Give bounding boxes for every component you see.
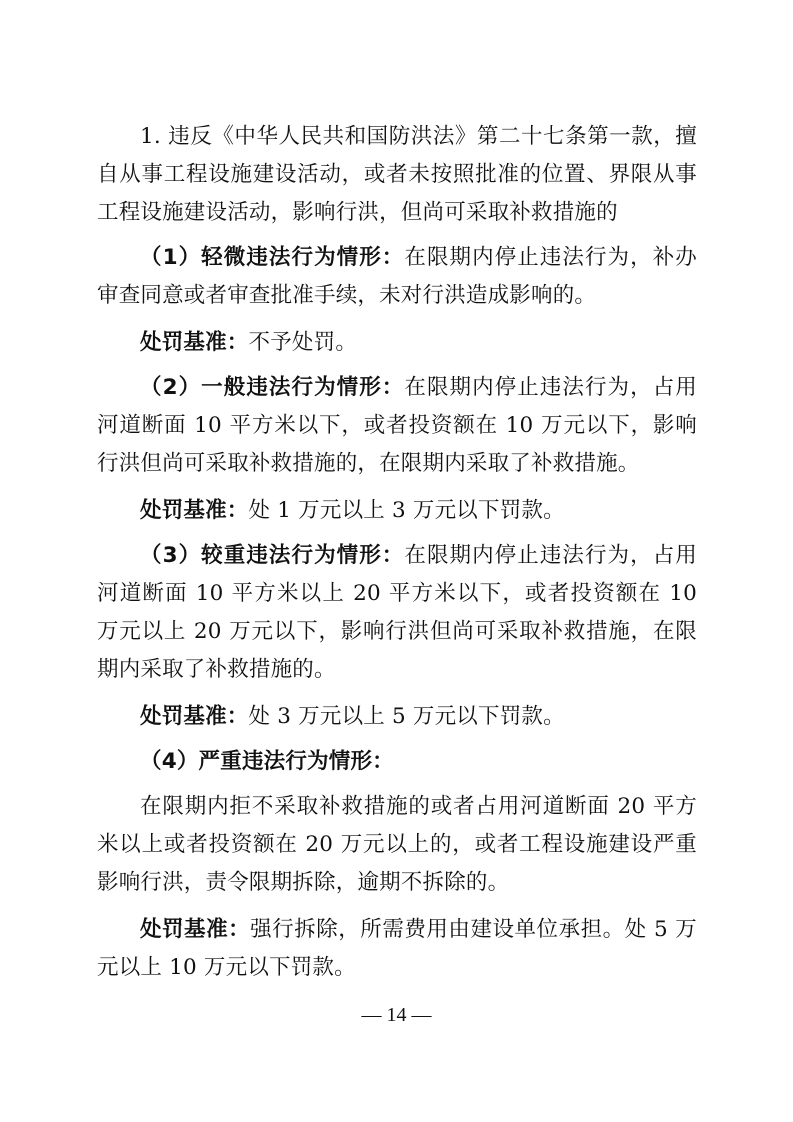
item-2-desc: 在限期内停止违法行为，占用河道断面 10 平方米以下，或者投资额在 10 万元以下，影响行洪但尚可采取补救措施的，在限期内采取了补救措施。 <box>97 375 697 476</box>
item-4-situation: 在限期内拒不采取补救措施的或者占用河道断面 20 平方米以上或者投资额在 20 万元以上的，或者工程设施建设严重影响行洪，责令限期拆除，逾期不拆除的。 <box>97 794 697 895</box>
item-1-penalty <box>97 324 697 362</box>
item-2-penalty-text: 处 1 万元以上 3 万元以下罚款。 <box>248 498 565 523</box>
item-1-situation <box>97 239 697 315</box>
item-4-penalty <box>97 911 697 987</box>
item-2-penalty <box>97 492 697 530</box>
item-3-situation <box>97 537 697 689</box>
intro-paragraph: 1. 违反《中华人民共和国防洪法》第二十七条第一款，擅自从事工程设施建设活动，或者未按照批准的位置、界限从事工程设施建设活动，影响行洪，但尚可采取补救措施的 <box>97 124 697 225</box>
item-2-label: （2）一般违法行为情形： <box>140 375 405 400</box>
item-1-penalty-label: 处罚基准： <box>140 330 249 355</box>
item-3-label: （3）较重违法行为情形： <box>140 543 405 568</box>
item-2-penalty-label: 处罚基准： <box>140 498 249 523</box>
item-3-penalty-label: 处罚基准： <box>140 704 249 729</box>
item-1-label: （1）轻微违法行为情形： <box>140 245 405 270</box>
item-3-penalty-text: 处 3 万元以上 5 万元以下罚款。 <box>248 704 565 729</box>
item-3-penalty <box>97 698 697 736</box>
item-4-penalty-label: 处罚基准： <box>140 917 251 942</box>
item-4-penalty-text: 强行拆除，所需费用由建设单位承担。处 5 万元以上 10 万元以下罚款。 <box>97 917 697 980</box>
document-body <box>97 118 697 994</box>
item-4-heading <box>97 743 697 781</box>
item-3-desc: 在限期内停止违法行为，占用河道断面 10 平方米以上 20 平方米以下，或者投资额在 10 万元以上 20 万元以下，影响行洪但尚可采取补救措施，在限期内采取了补救措施的。 <box>97 543 697 682</box>
item-1-desc: 在限期内停止违法行为，补办审查同意或者审查批准手续，未对行洪造成影响的。 <box>97 245 697 308</box>
item-2-situation <box>97 369 697 483</box>
page-number: — 14 — <box>361 1004 432 1026</box>
item-4-label: （4）严重违法行为情形： <box>140 749 394 774</box>
item-1-penalty-text: 不予处罚。 <box>248 330 358 355</box>
